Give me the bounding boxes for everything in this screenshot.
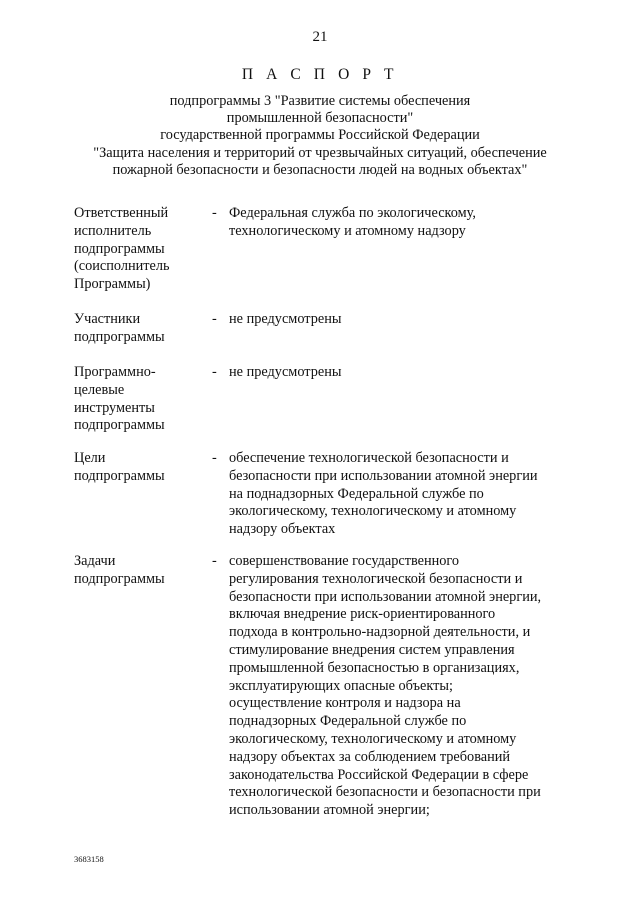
row-value-line: поднадзорных Федеральной службе по xyxy=(229,713,467,730)
row-value xyxy=(229,450,569,539)
row-label-line: Программно- xyxy=(74,364,156,380)
row-label-line: подпрограммы xyxy=(74,570,165,587)
row-label xyxy=(74,311,204,347)
row-value-line: регулирования технологической безопасности и xyxy=(229,570,523,587)
passport-title: П А С П О Р Т xyxy=(241,66,399,83)
row-label-line: подпрограммы xyxy=(74,328,165,345)
row-value-line: эксплуатирующих опасные объекты; xyxy=(229,677,453,694)
subtitle-line: "Защита населения и территорий от чрезвычайных ситуаций, обеспечение xyxy=(93,144,547,161)
row-label-line: подпрограммы xyxy=(74,467,165,484)
row-value-line: технологической безопасности и безопасности при xyxy=(229,784,541,801)
row-value-line: безопасности при использовании атомной энергии xyxy=(229,467,538,484)
row-label-line: (соисполнитель xyxy=(74,258,170,275)
row-dash: - xyxy=(212,450,217,466)
row-label-line: исполнитель xyxy=(74,222,152,239)
row-label xyxy=(74,205,204,294)
row-label xyxy=(74,450,204,486)
row-value-line: совершенствование государственного xyxy=(229,553,460,569)
row-value-line: обеспечение технологической безопасности и xyxy=(229,450,509,466)
subtitle-line: пожарной безопасности и безопасности людей на водных объектах" xyxy=(112,161,528,178)
row-value-line: законодательства Российской Федерации в сфере xyxy=(229,766,529,783)
row-value-line: надзору объектах xyxy=(229,521,336,538)
row-value-line: Федеральная служба по экологическому, xyxy=(229,205,476,221)
row-label-line: Программы) xyxy=(74,276,151,293)
row-value xyxy=(229,364,569,382)
row-label xyxy=(74,553,204,589)
row-value xyxy=(229,311,569,329)
subtitle-line: государственной программы Российской Федерации xyxy=(160,127,480,144)
row-value xyxy=(229,205,569,241)
row-label-line: инструменты xyxy=(74,399,155,416)
subtitle-line: промышленной безопасности" xyxy=(226,110,414,127)
page-number: 21 xyxy=(312,29,328,45)
document-code: 3683158 xyxy=(74,854,104,864)
row-label-line: Задачи xyxy=(74,553,116,569)
row-label-line: Цели xyxy=(74,450,106,466)
row-label-line: Ответственный xyxy=(74,205,169,221)
row-dash: - xyxy=(212,311,217,327)
row-value-line: не предусмотрены xyxy=(229,311,342,327)
row-dash: - xyxy=(212,205,217,221)
row-value xyxy=(229,553,569,820)
subtitle-line: подпрограммы 3 "Развитие системы обеспечения xyxy=(169,93,471,109)
row-value-line: экологическому, технологическому и атомному xyxy=(229,503,517,520)
row-value-line: технологическому и атомному надзору xyxy=(229,222,466,239)
row-dash: - xyxy=(212,553,217,569)
row-value-line: экологическому, технологическому и атомному xyxy=(229,730,517,747)
row-value-line: включая внедрение риск-ориентированного xyxy=(229,606,496,623)
row-label-line: подпрограммы xyxy=(74,417,165,434)
row-value-line: на поднадзорных Федеральной службе по xyxy=(229,485,484,502)
row-value-line: надзору объектах за соблюдением требований xyxy=(229,748,511,765)
row-label-line: Участники xyxy=(74,311,141,327)
row-value-line: подхода в контрольно-надзорной деятельности, и xyxy=(229,624,531,641)
row-label xyxy=(74,364,204,435)
row-value-line: промышленной безопасностью в организациях, xyxy=(229,659,520,676)
row-value-line: не предусмотрены xyxy=(229,364,342,380)
row-value-line: безопасности при использовании атомной энергии, xyxy=(229,588,542,605)
row-value-line: стимулирование внедрения систем управления xyxy=(229,641,515,658)
row-label-line: целевые xyxy=(74,381,125,398)
row-label-line: подпрограммы xyxy=(74,240,165,257)
row-dash: - xyxy=(212,364,217,380)
row-value-line: использовании атомной энергии; xyxy=(229,802,430,819)
row-value-line: осуществление контроля и надзора на xyxy=(229,695,461,712)
document-subtitle xyxy=(70,93,570,179)
